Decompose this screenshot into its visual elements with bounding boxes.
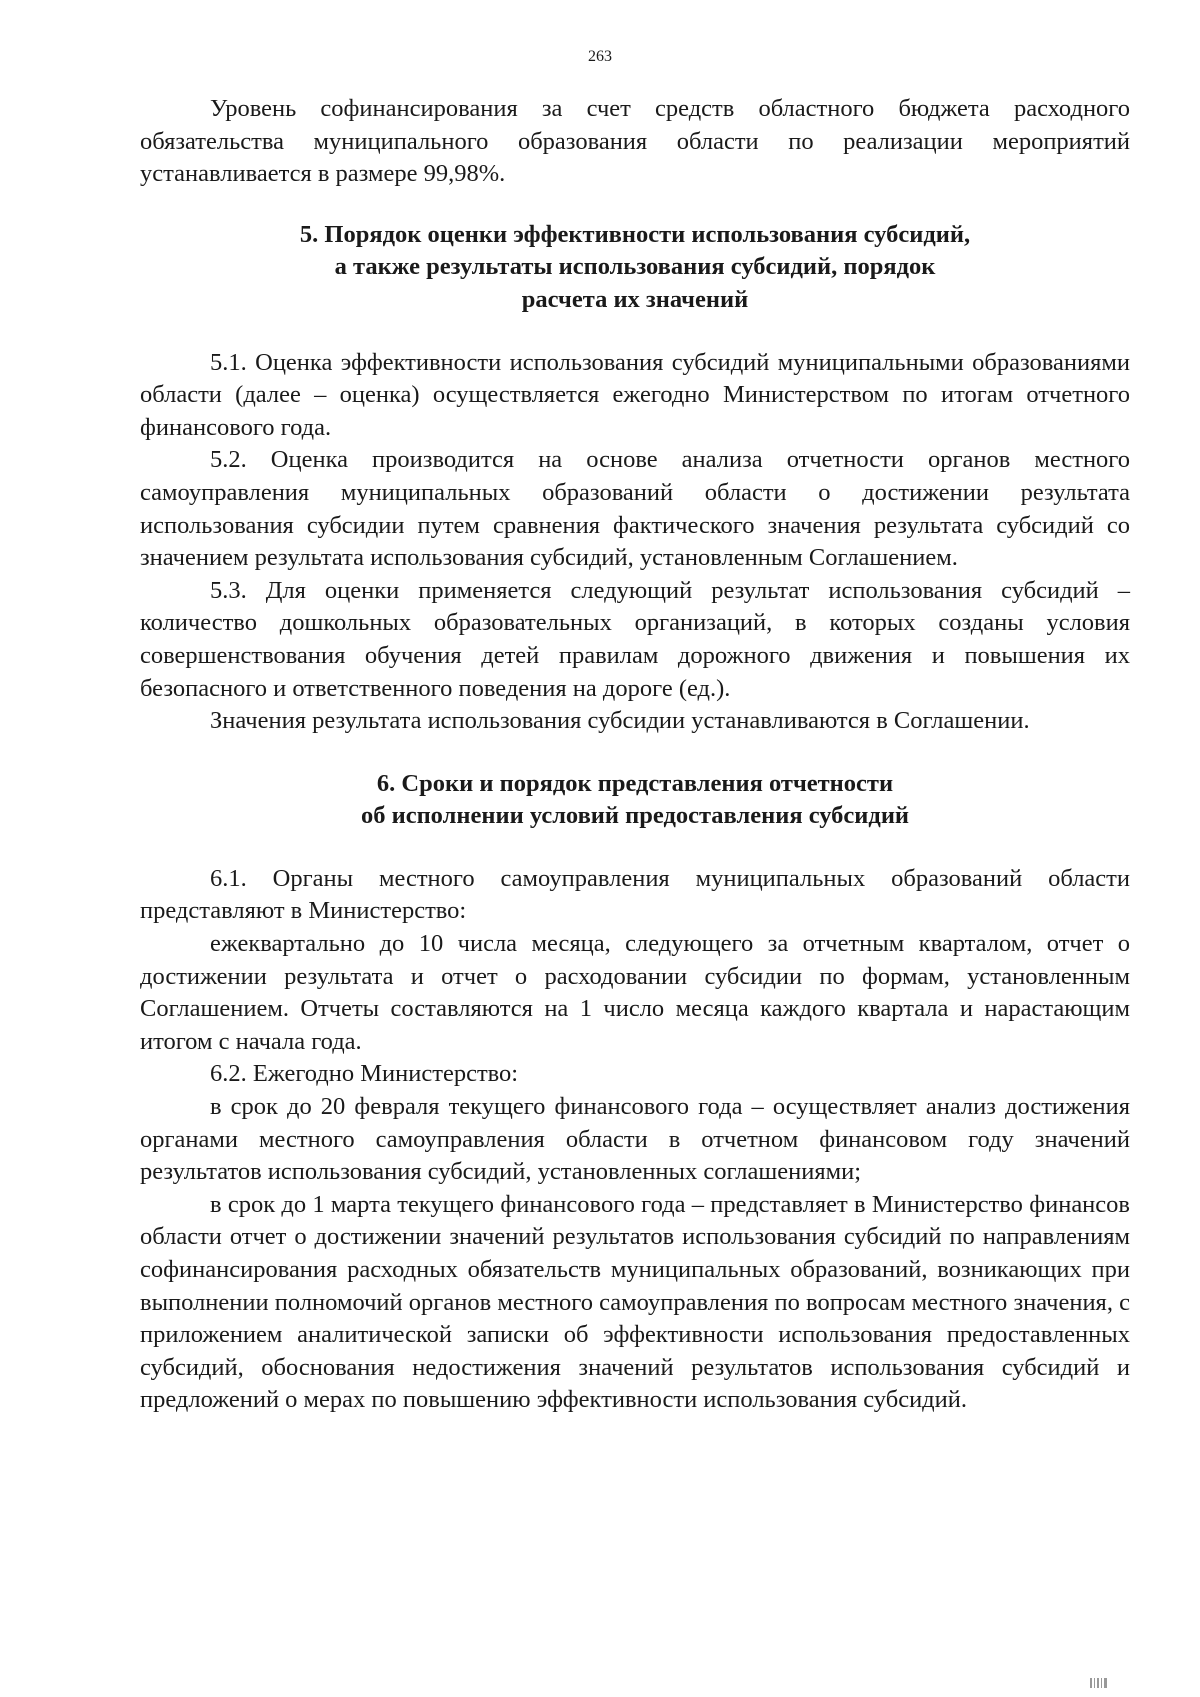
paragraph-6-2-february: в срок до 20 февраля текущего финансового года – осуществляет анализ достижения органами местного самоуправления области в отчетном финансовом году значений результатов использования субсидий, установленных соглашениями;	[140, 1093, 1130, 1186]
paragraph-5-3: 5.3. Для оценки применяется следующий результат использования субсидий – количество дошкольных образовательных организаций, в которых созданы условия совершенствования обучения детей правилам дорожного движения и повышения их безопасного и ответственного поведения на дороге (ед.).	[140, 576, 1130, 702]
paragraph-6-2-march: в срок до 1 марта текущего финансового года – представляет в Министерство финансов области отчет о достижении значений результатов использования субсидий по направлениям софинансирования расходных обязательств муниципальных образований, возникающих при выполнении полномочий органов местного самоуправления по вопросам местного значения, с приложением аналитической записки об эффективности использования предоставленных субсидий, обоснования недостижения значений результатов использования субсидий и предложений о мерах по повышению эффективности использования субсидий.	[140, 1190, 1130, 1414]
paragraph-6-1-quarterly: ежеквартально до 10 числа месяца, следующего за отчетным кварталом, отчет о достижении результата и отчет о расходовании субсидии по формам, установленным Соглашением. Отчеты составляются на 1 число месяца каждого квартала и нарастающим итогом с начала года.	[140, 930, 1130, 1055]
section-5-heading-line: 5. Порядок оценки эффективности использования субсидий,	[299, 220, 971, 248]
document-body	[140, 93, 1130, 1417]
section-6-heading	[140, 768, 1130, 833]
intro-paragraph: Уровень софинансирования за счет средств областного бюджета расходного обязательства муниципального образования области по реализации мероприятий устанавливается в размере 99,98%.	[140, 95, 1130, 188]
paragraph-6-1: 6.1. Органы местного самоуправления муниципальных образований области представляют в Министерство:	[140, 864, 1130, 925]
section-6-heading-line: об исполнении условий предоставления субсидий	[360, 802, 910, 830]
paragraph-6-2: 6.2. Ежегодно Министерство:	[210, 1060, 519, 1088]
section-5-heading-line: расчета их значений	[521, 285, 749, 313]
paragraph-5-1: 5.1. Оценка эффективности использования субсидий муниципальными образованиями области (далее – оценка) осуществляется ежегодно Министерством по итогам отчетного финансового года.	[140, 348, 1130, 441]
scan-barcode-mark	[1090, 1678, 1130, 1691]
section-6-heading-line: 6. Сроки и порядок представления отчетности	[376, 769, 894, 797]
section-5-heading	[140, 219, 1130, 317]
paragraph-5-values: Значения результата использования субсидии устанавливаются в Соглашении.	[210, 707, 1030, 735]
paragraph-5-2: 5.2. Оценка производится на основе анализа отчетности органов местного самоуправления муниципальных образований области о достижении результата использования субсидии путем сравнения фактического значения результата субсидий со значением результата использования субсидий, установленным Соглашением.	[140, 446, 1130, 572]
barcode-icon	[1090, 1678, 1130, 1688]
page-number: 263	[588, 48, 612, 65]
section-5-heading-line: а также результаты использования субсидий, порядок	[334, 253, 936, 281]
